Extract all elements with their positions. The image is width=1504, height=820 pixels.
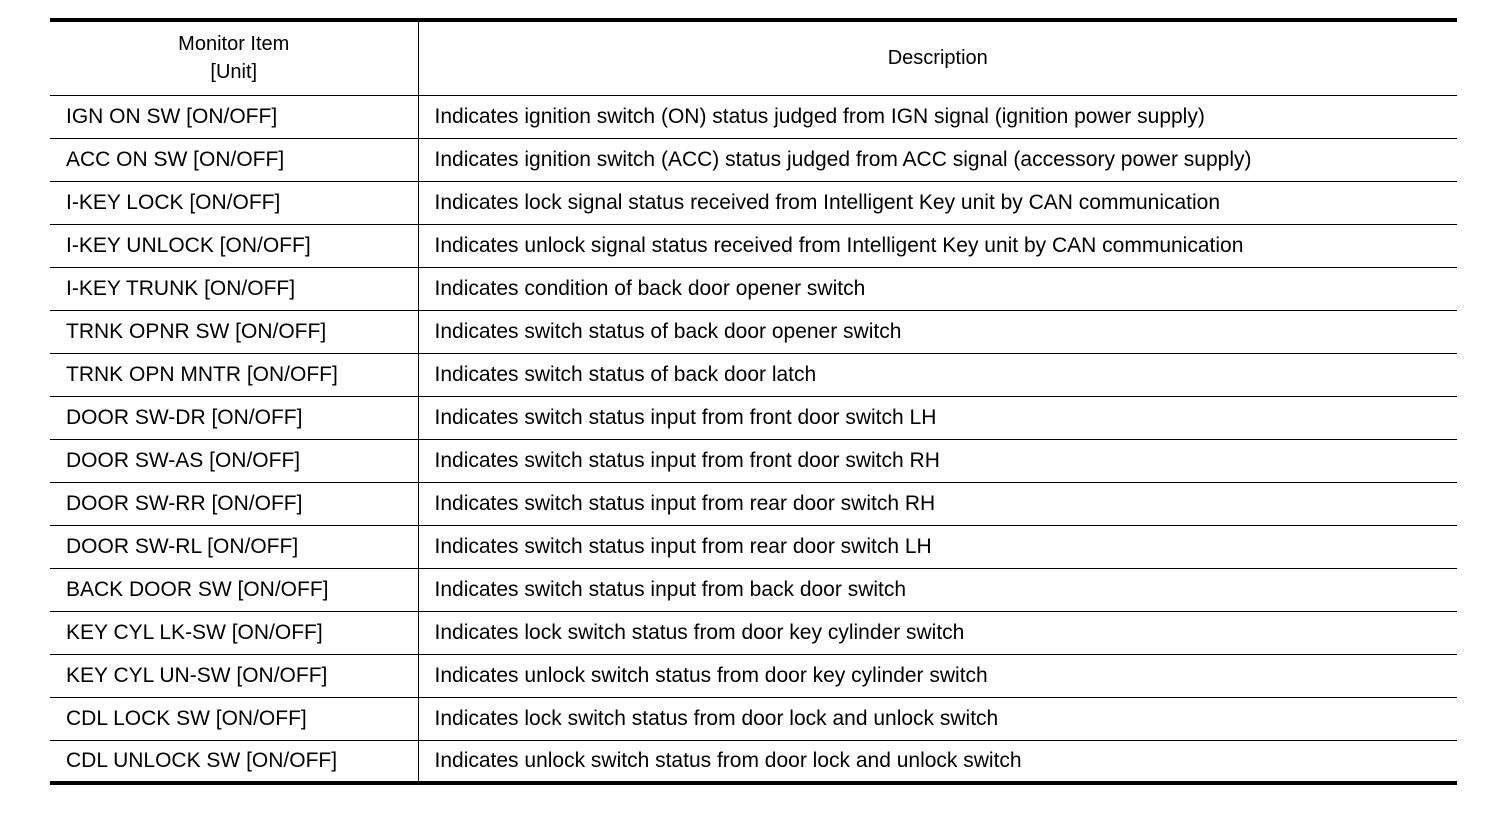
column-header-unit-label: [Unit] [210, 61, 258, 84]
table-row [50, 611, 1457, 654]
monitor-item-cell: TRNK OPN MNTR [ON/OFF] [50, 353, 418, 396]
monitor-item-cell: BACK DOOR SW [ON/OFF] [50, 568, 418, 611]
table-row [50, 568, 1457, 611]
monitor-item-cell: KEY CYL UN-SW [ON/OFF] [50, 654, 418, 697]
description-cell: Indicates switch status input from rear door switch LH [418, 525, 1457, 568]
table-row [50, 525, 1457, 568]
description-cell: Indicates switch status of back door latch [418, 353, 1457, 396]
table-row [50, 95, 1457, 138]
monitor-item-cell: DOOR SW-DR [ON/OFF] [50, 396, 418, 439]
table-row [50, 138, 1457, 181]
table-row [50, 181, 1457, 224]
table-row [50, 353, 1457, 396]
description-cell: Indicates switch status input from front door switch LH [418, 396, 1457, 439]
monitor-item-cell: I-KEY LOCK [ON/OFF] [50, 181, 418, 224]
monitor-item-cell: CDL UNLOCK SW [ON/OFF] [50, 740, 418, 783]
monitor-item-table [50, 18, 1457, 785]
table-row [50, 740, 1457, 783]
table-row [50, 654, 1457, 697]
table-header [50, 20, 1457, 95]
monitor-item-cell: I-KEY UNLOCK [ON/OFF] [50, 224, 418, 267]
table-row [50, 396, 1457, 439]
monitor-item-cell: I-KEY TRUNK [ON/OFF] [50, 267, 418, 310]
monitor-item-cell: KEY CYL LK-SW [ON/OFF] [50, 611, 418, 654]
table-row [50, 697, 1457, 740]
column-header-monitor-item-label: Monitor Item [178, 33, 290, 56]
monitor-item-table-container [50, 18, 1457, 785]
table-row [50, 224, 1457, 267]
description-cell: Indicates switch status input from rear door switch RH [418, 482, 1457, 525]
description-cell: Indicates unlock switch status from door key cylinder switch [418, 654, 1457, 697]
monitor-item-cell: DOOR SW-RR [ON/OFF] [50, 482, 418, 525]
monitor-item-cell: ACC ON SW [ON/OFF] [50, 138, 418, 181]
monitor-item-cell: CDL LOCK SW [ON/OFF] [50, 697, 418, 740]
column-header-monitor-item [50, 20, 418, 95]
description-cell: Indicates unlock switch status from door lock and unlock switch [418, 740, 1457, 783]
description-cell: Indicates unlock signal status received from Intelligent Key unit by CAN communication [418, 224, 1457, 267]
description-cell: Indicates switch status input from back door switch [418, 568, 1457, 611]
column-header-description: Description [418, 20, 1457, 95]
description-cell: Indicates lock switch status from door key cylinder switch [418, 611, 1457, 654]
description-cell: Indicates switch status of back door opener switch [418, 310, 1457, 353]
description-cell: Indicates lock signal status received from Intelligent Key unit by CAN communication [418, 181, 1457, 224]
table-row [50, 267, 1457, 310]
monitor-item-cell: DOOR SW-RL [ON/OFF] [50, 525, 418, 568]
description-cell: Indicates lock switch status from door lock and unlock switch [418, 697, 1457, 740]
description-cell: Indicates switch status input from front door switch RH [418, 439, 1457, 482]
table-header-row [50, 20, 1457, 95]
monitor-item-cell: TRNK OPNR SW [ON/OFF] [50, 310, 418, 353]
table-body [50, 95, 1457, 783]
monitor-item-cell: DOOR SW-AS [ON/OFF] [50, 439, 418, 482]
table-row [50, 310, 1457, 353]
description-cell: Indicates ignition switch (ON) status judged from IGN signal (ignition power supply) [418, 95, 1457, 138]
description-cell: Indicates ignition switch (ACC) status judged from ACC signal (accessory power supply) [418, 138, 1457, 181]
table-row [50, 482, 1457, 525]
monitor-item-cell: IGN ON SW [ON/OFF] [50, 95, 418, 138]
description-cell: Indicates condition of back door opener switch [418, 267, 1457, 310]
table-row [50, 439, 1457, 482]
